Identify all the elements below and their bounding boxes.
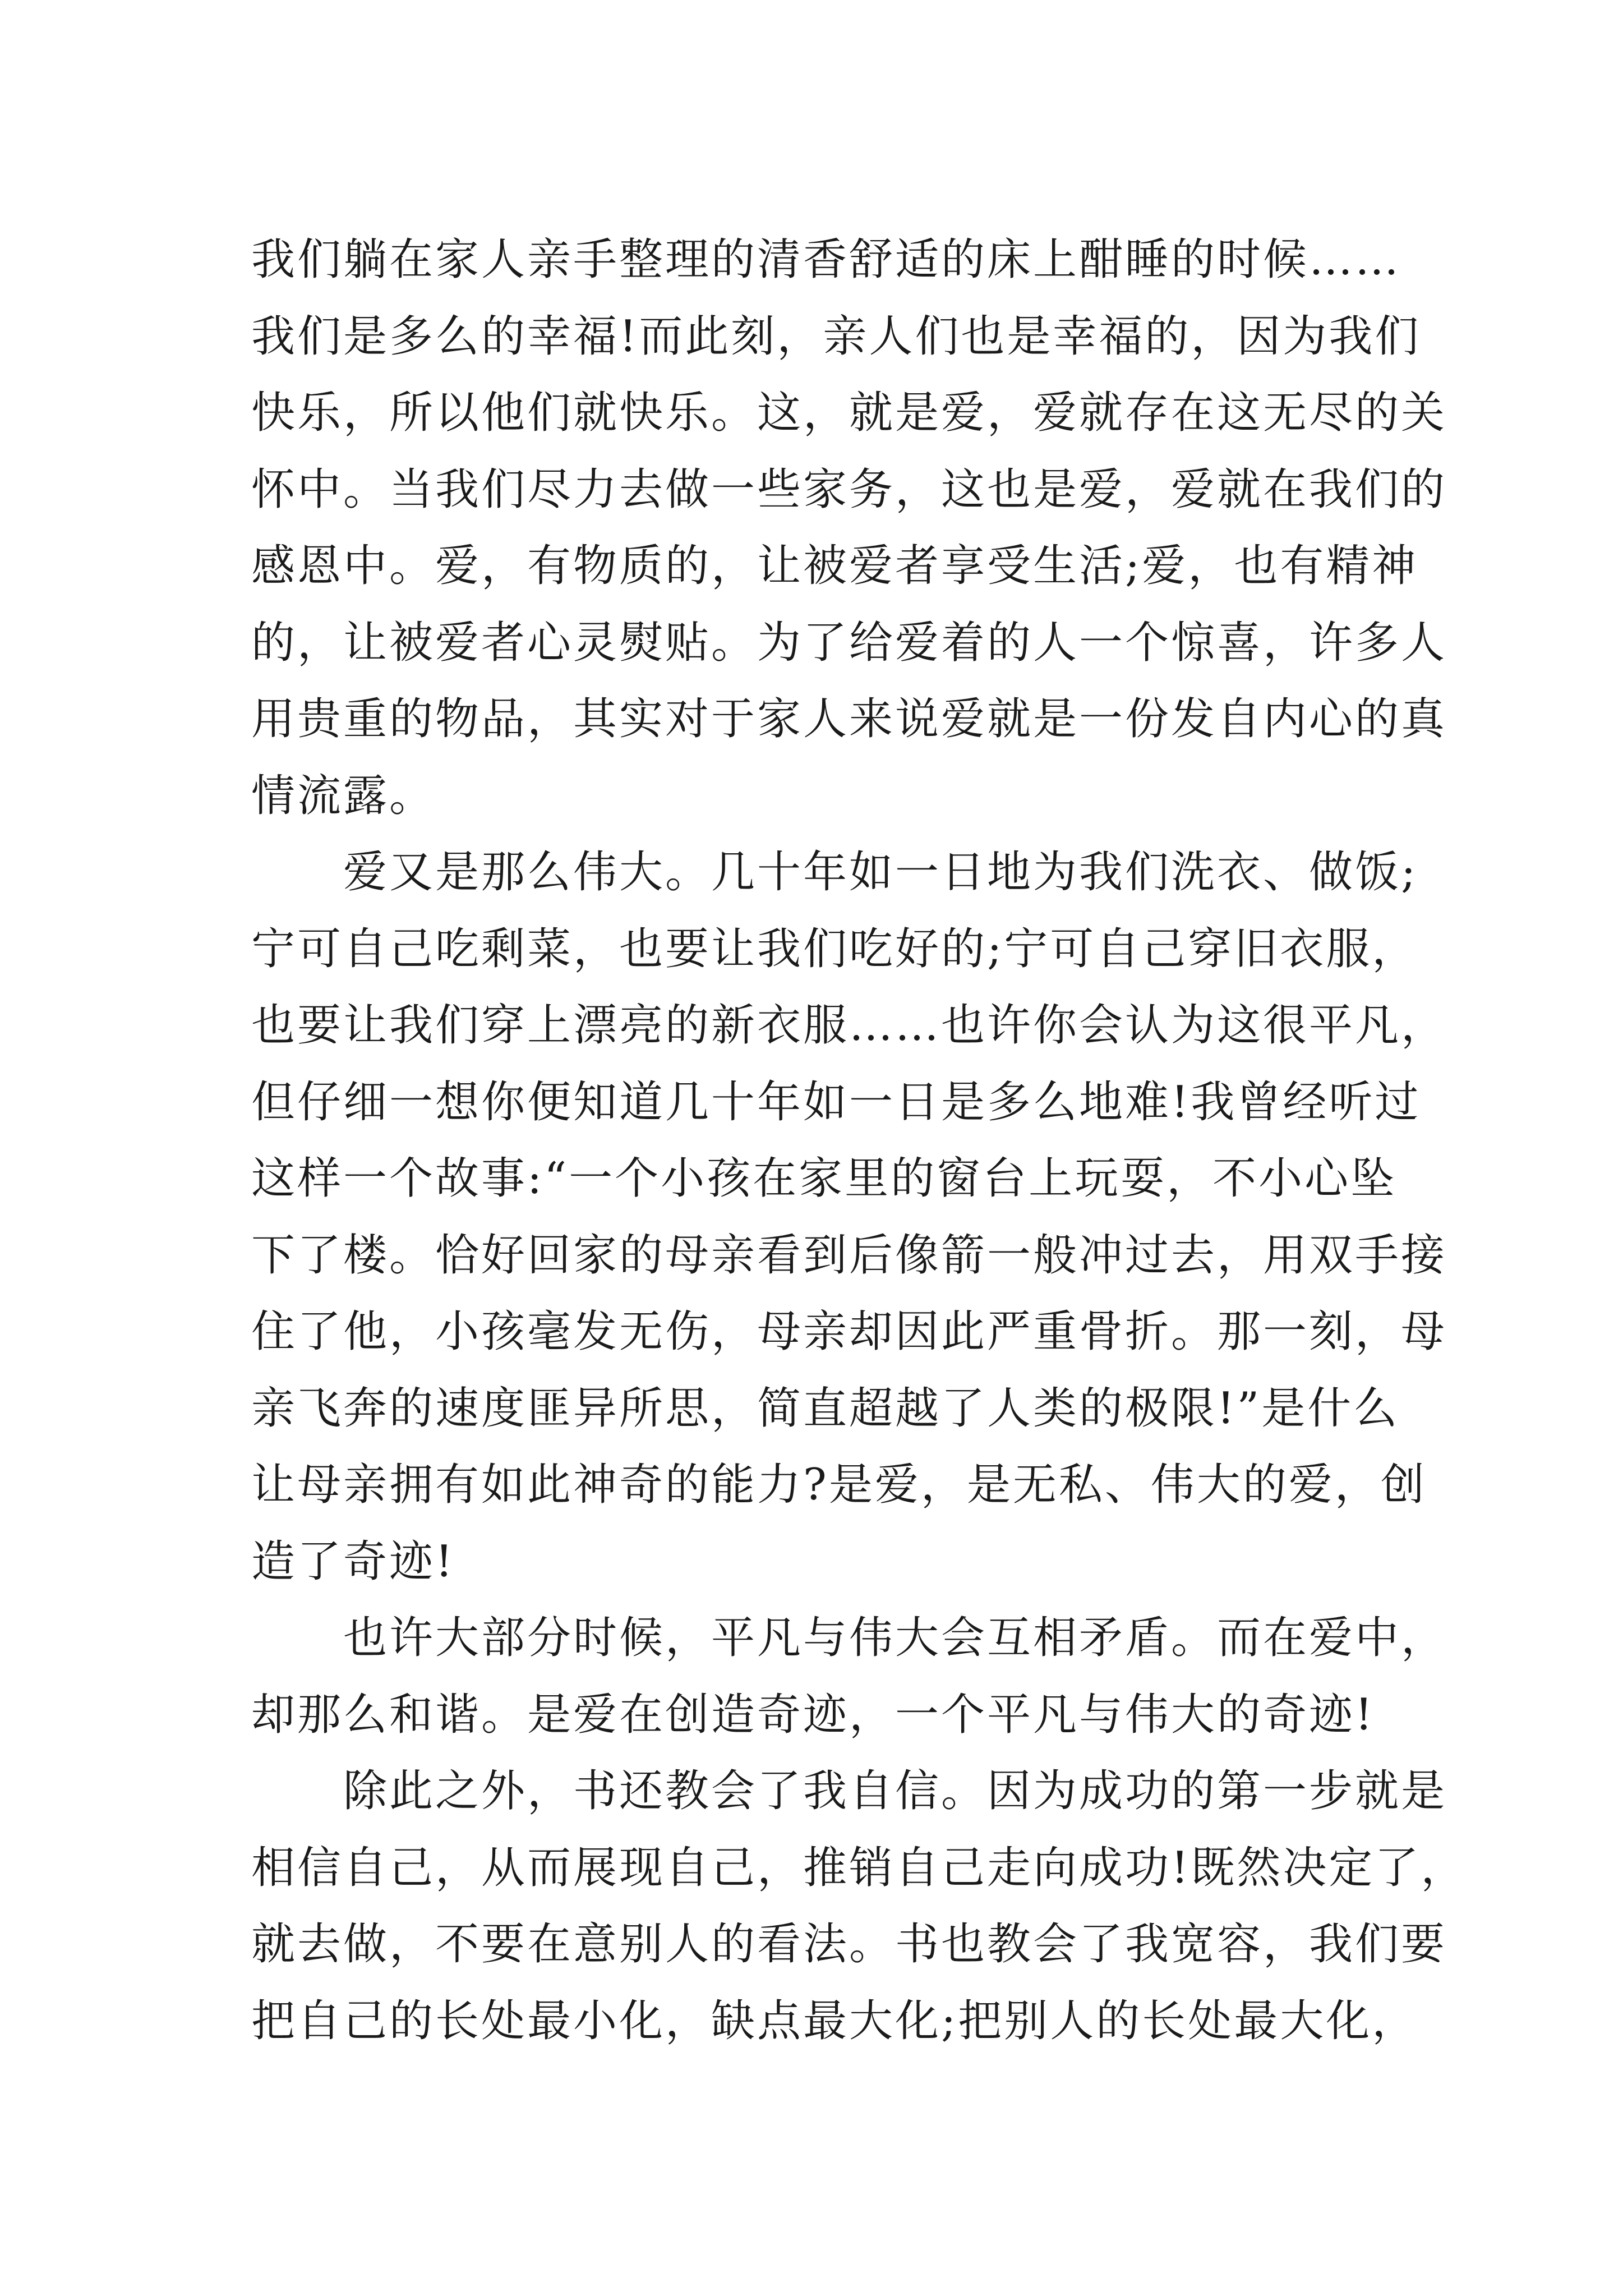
- text-line: 造了奇迹!: [251, 1536, 455, 1587]
- text-line: 却那么和谐。是爱在创造奇迹，一个平凡与伟大的奇迹!: [251, 1689, 1375, 1740]
- text-line: 也要让我们穿上漂亮的新衣服……也许你会认为这很平凡，: [251, 1000, 1447, 1051]
- text-line: 快乐，所以他们就快乐。这，就是爱，爱就存在这无尽的关: [251, 388, 1447, 438]
- text-line: 亲飞奔的速度匪异所思，简直超越了人类的极限!”是什么: [251, 1383, 1400, 1434]
- text-line: 这样一个故事:“一个小孩在家里的窗台上玩耍，不小心坠: [251, 1153, 1397, 1204]
- text-line: 下了楼。恰好回家的母亲看到后像箭一般冲过去，用双手接: [251, 1230, 1447, 1281]
- text-line: 就去做，不要在意别人的看法。书也教会了我宽容，我们要: [251, 1919, 1447, 1970]
- text-line: 爱又是那么伟大。几十年如一日地为我们洗衣、做饭;: [251, 847, 1418, 898]
- text-line: 我们是多么的幸福!而此刻，亲人们也是幸福的，因为我们: [251, 311, 1421, 362]
- text-line: 住了他，小孩毫发无伤，母亲却因此严重骨折。那一刻，母: [251, 1306, 1447, 1357]
- text-line: 宁可自己吃剩菜，也要让我们吃好的;宁可自己穿旧衣服，: [251, 923, 1418, 974]
- text-line: 感恩中。爱，有物质的，让被爱者享受生活;爱，也有精神: [251, 541, 1418, 591]
- text-line: 也许大部分时候，平凡与伟大会互相矛盾。而在爱中，: [251, 1613, 1447, 1663]
- text-line: 除此之外，书还教会了我自信。因为成功的第一步就是: [251, 1766, 1447, 1816]
- text-line: 我们躺在家人亲手整理的清香舒适的床上酣睡的时候……: [251, 234, 1401, 285]
- text-line: 怀中。当我们尽力去做一些家务，这也是爱，爱就在我们的: [251, 464, 1447, 515]
- text-line: 相信自己，从而展现自己，推销自己走向成功!既然决定了，: [251, 1842, 1467, 1893]
- text-line: 让母亲拥有如此神奇的能力?是爱，是无私、伟大的爱，创: [251, 1460, 1427, 1510]
- text-line: 但仔细一想你便知道几十年如一日是多么地难!我曾经听过: [251, 1076, 1421, 1128]
- text-line: 情流露。: [251, 770, 436, 821]
- text-line: 用贵重的物品，其实对于家人来说爱就是一份发自内心的真: [251, 694, 1447, 744]
- text-line: 把自己的长处最小化，缺点最大化;把别人的长处最大化，: [251, 1995, 1418, 2046]
- body-text: [251, 222, 1467, 2059]
- text-line: 的，让被爱者心灵熨贴。为了给爱着的人一个惊喜，许多人: [251, 617, 1447, 668]
